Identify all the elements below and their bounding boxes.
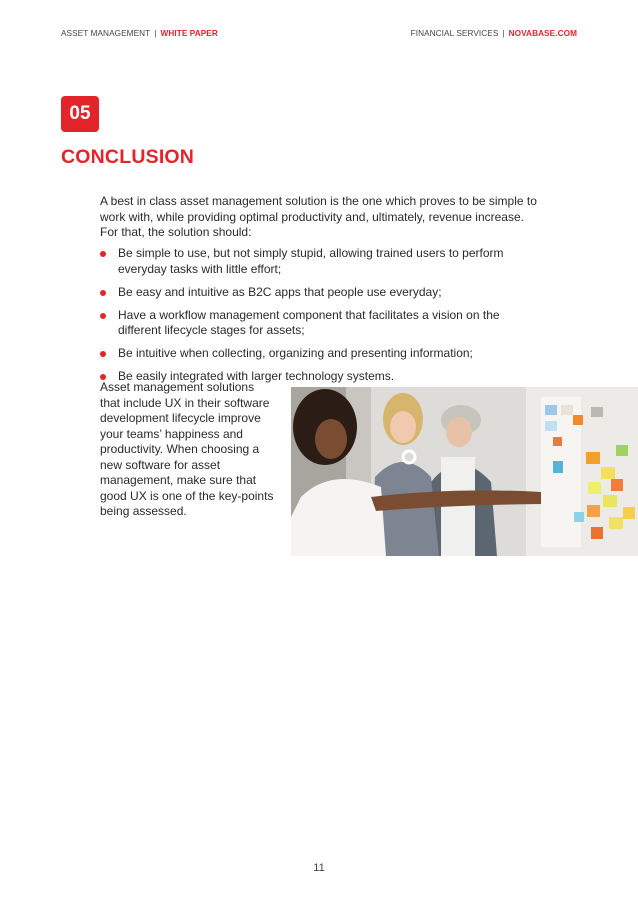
bullet-icon bbox=[100, 251, 106, 257]
list-item-text: Be easy and intuitive as B2C apps that people use everyday; bbox=[118, 284, 442, 299]
bullet-icon bbox=[100, 351, 106, 357]
section-title: CONCLUSION bbox=[61, 146, 195, 168]
closing-paragraph: Asset management solutions that include UX in their software development lifecycle improve your teams’ happiness and productivity. When choosing a new software for asset management, make sure that good UX is one of the key-points being assessed. bbox=[100, 380, 274, 518]
list-item-text: Be easily integrated with larger technology systems. bbox=[118, 369, 395, 383]
header-right-link[interactable]: NOVABASE.COM bbox=[508, 29, 577, 38]
list-item bbox=[100, 346, 545, 362]
header-right bbox=[411, 29, 577, 38]
list-item-text: Be simple to use, but not simply stupid, allowing trained users to perform everyday tasks with little effort; bbox=[118, 246, 504, 276]
team-photo-illustration bbox=[291, 387, 638, 556]
bullet-icon bbox=[100, 290, 106, 296]
header-left bbox=[61, 29, 218, 38]
list-item bbox=[100, 246, 545, 277]
header-left-accent: WHITE PAPER bbox=[160, 29, 218, 38]
page-number: 11 bbox=[313, 862, 325, 874]
header-left-label: ASSET MANAGEMENT bbox=[61, 29, 151, 38]
header-separator: | bbox=[502, 29, 505, 38]
list-item bbox=[100, 285, 545, 301]
requirements-list bbox=[100, 246, 545, 392]
list-item-text: Be intuitive when collecting, organizing and presenting information; bbox=[118, 346, 473, 360]
team-photo bbox=[291, 387, 638, 556]
intro-paragraph: A best in class asset management solution is the one which proves to be simple to work with, while providing optimal productivity and, ultimately, revenue increase. For that, the solution should: bbox=[100, 194, 537, 239]
section-number-badge: 05 bbox=[61, 96, 99, 132]
header-separator: | bbox=[154, 29, 157, 38]
list-item-text: Have a workflow management component that facilitates a vision on the different lifecycle stages for assets; bbox=[118, 307, 500, 337]
header-right-label: FINANCIAL SERVICES bbox=[410, 29, 499, 38]
bullet-icon bbox=[100, 313, 106, 319]
list-item bbox=[100, 308, 545, 339]
